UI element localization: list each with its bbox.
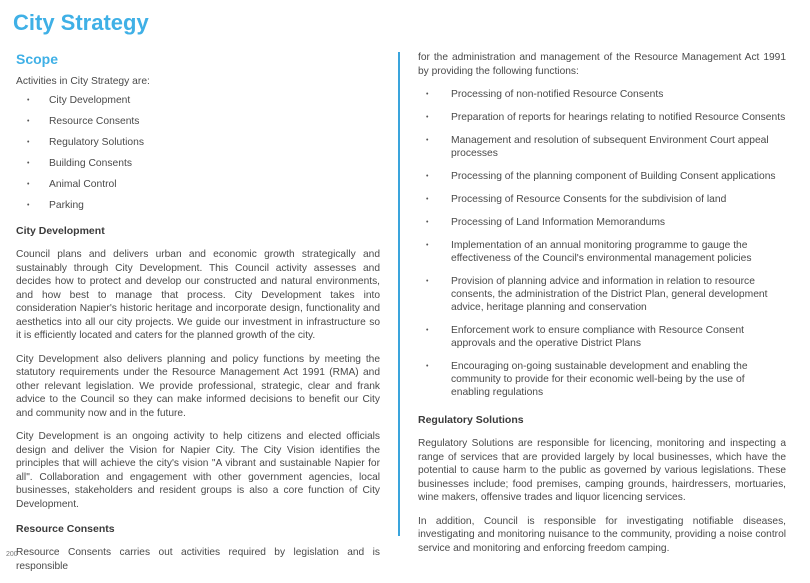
column-divider [398, 52, 400, 536]
bullet-icon: • [27, 97, 30, 104]
bullet-icon: • [426, 219, 429, 226]
scope-heading: Scope [16, 51, 59, 67]
resource-consents-heading: Resource Consents [16, 523, 115, 535]
list-item: • Enforcement work to ensure compliance with Resource Consent approvals and the operative District Plans [426, 325, 745, 349]
list-item: • Preparation of reports for hearings relating to notified Resource Consents [426, 112, 786, 123]
page-title: City Strategy [13, 10, 149, 35]
bullet-icon: • [426, 363, 429, 370]
list-item: • Implementation of an annual monitoring programme to gauge the effectiveness of the Council's environmental management policies [426, 240, 752, 264]
list-item: • Animal Control [27, 179, 117, 190]
city-development-paragraph: City Development also delivers planning and policy functions by meeting the statutory requirements under the Resource Management Act 1991 (RMA) and other relevant legislation. We provide professional, strategic, clear and frank advice to the Council so they can make informed decisions to benefit our City and community now and in the future. [16, 353, 380, 419]
list-item: • Management and resolution of subsequent Environment Court appeal processes [426, 135, 769, 159]
bullet-icon: • [426, 137, 429, 144]
list-item: • Provision of planning advice and information in relation to resource consents, the administration of the District Plan, general development advice, heritage planning and conservation [426, 276, 768, 313]
list-item: • Processing of Land Information Memorandums [426, 217, 666, 228]
list-item: • City Development [27, 95, 131, 106]
regulatory-solutions-paragraph: In addition, Council is responsible for investigating notifiable diseases, investigating and monitoring nuisance to the community, providing a noise control service and monitoring and enforcing freedom camping. [418, 515, 786, 554]
city-development-paragraph: City Development is an ongoing activity to help citizens and elected officials design and deliver the Vision for Napier City. The City Vision identifies the principles that will achieve the city's vision "A vibrant and sustainable Napier for all". Collaboration and engagement with other government agencies, local businesses, stakeholders and resident groups is also a core function of City Development. [16, 431, 380, 510]
regulatory-solutions-paragraph: Regulatory Solutions are responsible for licencing, monitoring and inspecting a range of services that are provided largely by local businesses, which have the potential to cause harm to the public as governed by various legislations. These businesses include; food premises, camping grounds, hairdressers, mortuaries, wine makers, offensive trades and liquor licencing services. [418, 438, 786, 503]
list-item: • Processing of non-notified Resource Consents [426, 89, 664, 100]
bullet-icon: • [426, 327, 429, 334]
list-item: • Processing of the planning component of Building Consent applications [426, 171, 776, 182]
functions-list [418, 88, 786, 399]
bullet-icon: • [426, 173, 429, 180]
bullet-icon: • [27, 118, 30, 125]
left-column [16, 51, 380, 583]
bullet-icon: • [426, 278, 429, 285]
bullet-icon: • [426, 196, 429, 203]
list-item: • Resource Consents [27, 116, 140, 127]
scope-intro: Activities in City Strategy are: [16, 76, 150, 87]
list-item: • Encouraging on-going sustainable development and enabling the community to provide for their economic well-being by the use of enabling regulations [426, 361, 748, 398]
bullet-icon: • [27, 202, 30, 209]
activities-list [16, 94, 380, 220]
city-development-paragraph: Council plans and delivers urban and economic growth strategically and sustainably through City Development. This Council activity assesses and decides how to protect and develop our constructed and natural environments, and how best to manage that process. City Development takes into consideration Napier's historic heritage and incorporate design, functionality and aesthetics into all our city projects. We guide our investment in infrastructure so it is efficiently located and caters for the planned growth of the city. [16, 249, 380, 341]
bullet-icon: • [27, 139, 30, 146]
bullet-icon: • [27, 160, 30, 167]
bullet-icon: • [27, 181, 30, 188]
city-development-heading: City Development [16, 225, 105, 237]
bullet-icon: • [426, 242, 429, 249]
list-item: • Parking [27, 200, 84, 211]
resource-consents-continued: for the administration and management of the Resource Management Act 1991 by providing the following functions: [418, 52, 786, 77]
resource-consents-paragraph: Resource Consents carries out activities required by legislation and is responsible [16, 547, 380, 572]
right-column [418, 51, 786, 565]
regulatory-solutions-heading: Regulatory Solutions [418, 414, 524, 426]
bullet-icon: • [426, 114, 429, 121]
list-item: • Regulatory Solutions [27, 137, 145, 148]
bullet-icon: • [426, 91, 429, 98]
page-number: 200 [6, 551, 18, 558]
list-item: • Processing of Resource Consents for the subdivision of land [426, 194, 727, 205]
list-item: • Building Consents [27, 158, 132, 169]
